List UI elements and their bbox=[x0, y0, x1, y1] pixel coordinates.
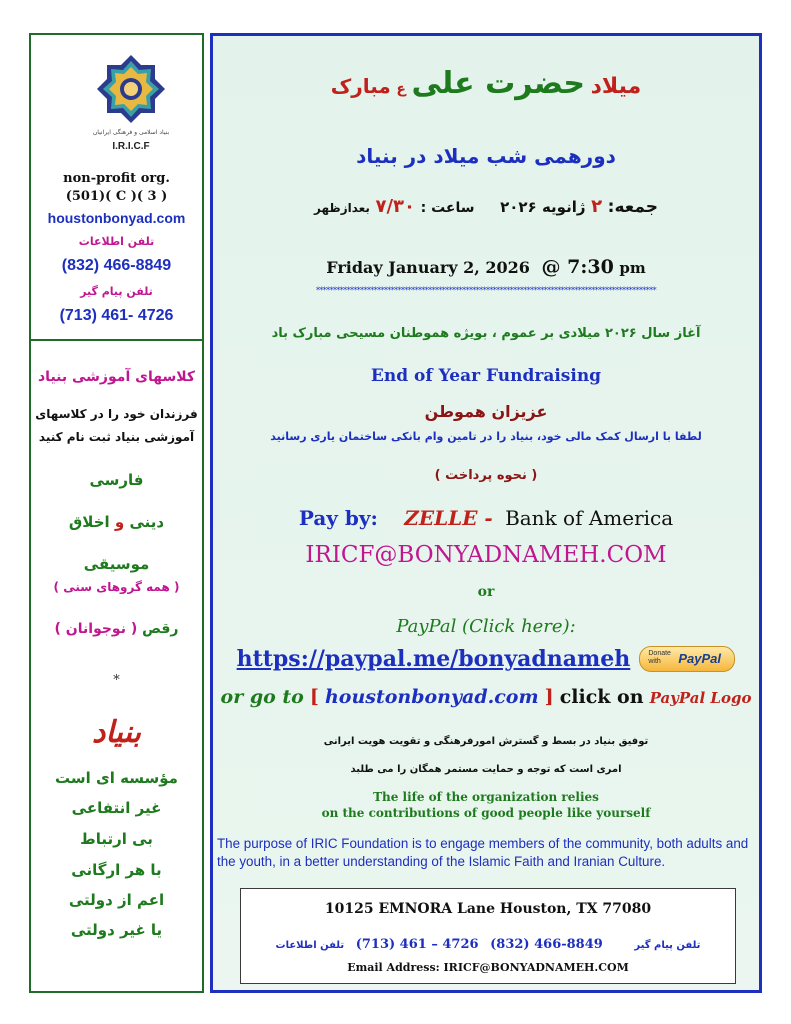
title-mobarak: مبارک bbox=[330, 74, 391, 98]
english-time: @ 7:30 bbox=[541, 256, 614, 278]
star-divider: **************************************************************************************************** bbox=[315, 286, 656, 295]
main-panel bbox=[210, 33, 762, 993]
donate-with-label bbox=[648, 650, 671, 666]
enroll-line-2: آموزشی بنیاد ثبت نام کنید bbox=[38, 430, 195, 444]
time-suffix: بعدازظهر bbox=[314, 201, 370, 215]
date-day: ۲ bbox=[591, 196, 603, 217]
logo-subtitle: بنیاد اسلامی و فرهنگی ایرانیان bbox=[92, 129, 170, 136]
goto-bracket-open: [ bbox=[309, 686, 319, 708]
time-label: ساعت : bbox=[420, 200, 475, 216]
pay-by-line bbox=[213, 506, 759, 530]
contact-box bbox=[240, 888, 736, 984]
class-religion-b: اخلاق bbox=[68, 513, 110, 531]
class-dance-label: رقص bbox=[142, 621, 179, 637]
mission-en-line-1: The life of the organization relies bbox=[373, 790, 599, 804]
goto-bracket-close: ] bbox=[544, 686, 554, 708]
desc-line-4: با هر ارگانی bbox=[71, 861, 162, 879]
address: 10125 EMNORA Lane Houston, TX 77080 bbox=[324, 901, 652, 917]
english-date: Friday January 2, 2026 bbox=[326, 258, 530, 277]
english-pm: pm bbox=[619, 259, 646, 277]
class-dance bbox=[31, 621, 202, 637]
with-label: with bbox=[648, 658, 661, 665]
info-phone-label: تلفن اطلاعات bbox=[78, 235, 155, 248]
classes-title: کلاسهای آموزشی بنیاد bbox=[38, 369, 195, 385]
separator-star: * bbox=[113, 673, 120, 688]
paypal-click-label: PayPal (Click here): bbox=[396, 616, 576, 637]
goto-prefix: or go to bbox=[220, 686, 304, 708]
nonprofit-label: non-profit org. bbox=[63, 171, 170, 186]
event-subtitle: دورهمی شب میلاد در بنیاد bbox=[356, 144, 616, 168]
paypal-donate-button[interactable] bbox=[639, 646, 735, 672]
class-music: موسیقی bbox=[83, 555, 150, 573]
desc-line-2: غیر انتفاعی bbox=[71, 799, 162, 817]
title-ain: ع bbox=[396, 81, 406, 97]
paypal-url-link[interactable]: https://paypal.me/bonyadnameh bbox=[236, 646, 631, 672]
donate-label: Donate bbox=[648, 650, 671, 657]
phone-info: (832) 466-8849 bbox=[490, 937, 603, 952]
class-religion-and: و bbox=[114, 513, 125, 531]
class-religion bbox=[31, 513, 202, 531]
class-dance-note: ( نوجوانان ) bbox=[54, 621, 138, 637]
contact-phones bbox=[241, 933, 735, 952]
pay-by-label: Pay by: bbox=[298, 506, 378, 530]
time-value: ۷/۳۰ bbox=[375, 196, 416, 217]
class-music-note: ( همه گروهای سنی ) bbox=[53, 580, 180, 594]
event-date-en bbox=[213, 256, 759, 278]
purpose-statement: The purpose of IRIC Foundation is to engage members of the community, both adults and the youth, in a better understanding of the Islamic Faith and Iranian Culture. bbox=[217, 836, 749, 869]
title-milad: میلاد bbox=[590, 74, 642, 99]
sidebar-divider bbox=[31, 339, 202, 341]
contact-email: Email Address: IRICF@BONYADNAMEH.COM bbox=[347, 961, 629, 974]
desc-line-6: یا غیر دولتی bbox=[70, 921, 163, 939]
zelle-label: ZELLE - bbox=[404, 506, 493, 530]
mission-fa-line-2: امری است که توجه و حمایت مستمر همگان را می طلبد bbox=[350, 764, 622, 775]
class-farsi: فارسی bbox=[89, 471, 144, 489]
desc-line-5: اعم از دولتی bbox=[68, 891, 165, 909]
website-link[interactable]: houstonbonyad.com bbox=[47, 210, 186, 226]
paypal-logo-text: PayPal bbox=[678, 651, 722, 666]
bonyad-calligraphy: بنیاد bbox=[92, 715, 141, 750]
message-phone: (713) 461- 4726 bbox=[59, 307, 174, 324]
mission-fa-line-1: توفیق بنیاد در بسط و گسترش امورفرهنگی و تقویت هویت ایرانی bbox=[323, 736, 649, 747]
event-title bbox=[213, 66, 759, 101]
message-phone-label: تلفن پیام گیر bbox=[80, 285, 153, 298]
phone-info-label: تلفن اطلاعات bbox=[275, 940, 345, 951]
nonprofit-code: (501)( C )( 3 ) bbox=[65, 189, 168, 204]
title-hazrat-ali: حضرت علی bbox=[411, 66, 586, 101]
payment-method: ( نحوه پرداخت ) bbox=[434, 468, 538, 483]
date-label: جمعه: bbox=[607, 197, 658, 217]
payment-email: IRICF@BONYADNAMEH.COM bbox=[305, 542, 667, 568]
dear-compatriots: عزیزان هموطن bbox=[424, 402, 548, 421]
info-phone: (832) 466-8849 bbox=[61, 257, 172, 274]
desc-line-1: مؤسسه ای است bbox=[55, 769, 178, 787]
event-date-fa bbox=[213, 196, 759, 217]
goto-website-link[interactable]: houstonbonyad.com bbox=[324, 686, 539, 708]
fundraising-heading: End of Year Fundraising bbox=[370, 366, 602, 386]
goto-click-on: click on bbox=[559, 686, 644, 708]
donation-appeal: لطفا با ارسال کمک مالی خود، بنیاد را در تامین وام بانکی ساختمان یاری رسانید bbox=[270, 430, 702, 443]
paypal-link-row bbox=[213, 646, 759, 672]
or-separator: or bbox=[477, 584, 495, 600]
iricf-logo bbox=[81, 45, 181, 165]
mission-en-line-2: on the contributions of good people like yourself bbox=[321, 806, 651, 820]
new-year-greeting: آغاز سال ۲۰۲۶ میلادی بر عموم ، بویژه هموطنان مسیحی مبارک باد bbox=[271, 326, 701, 341]
enroll-line-1: فرزندان خود را در کلاسهای bbox=[35, 407, 198, 421]
class-religion-a: دینی bbox=[129, 513, 165, 531]
goto-paypal-logo: PayPal Logo bbox=[649, 689, 752, 707]
date-month-year: ژانویه ۲۰۲۶ bbox=[500, 198, 586, 216]
phone-msg-label: تلفن پیام گیر bbox=[634, 940, 701, 951]
goto-line bbox=[213, 686, 759, 708]
desc-line-3: بی ارتباط bbox=[80, 830, 153, 848]
sidebar bbox=[29, 33, 204, 993]
phone-msg: (713) 461 – 4726 bbox=[355, 937, 479, 952]
bank-label: Bank of America bbox=[505, 506, 674, 530]
logo-text: I.R.I.C.F bbox=[112, 141, 150, 152]
